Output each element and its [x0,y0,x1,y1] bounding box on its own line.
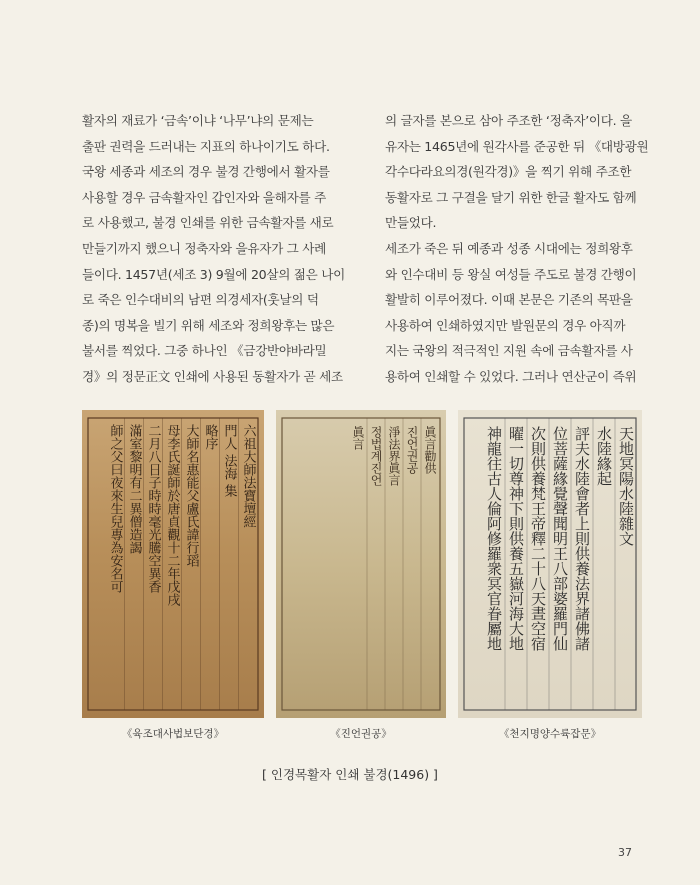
figure-caption: 《육조대사법보단경》 [121,728,225,740]
text-line: 로 사용했고, 불경 인쇄를 위한 금속활자를 새로 [82,215,334,231]
text-line: 활발히 이루어졌다. 이때 본문은 기존의 목판을 [385,292,633,308]
figure-caption: 《천지명양수륙잡문》 [498,728,602,740]
classical-text-column: 大師名惠能父盧氏諱行瑫 [183,424,199,567]
classical-text-column: 門人 法海 集 [221,424,237,498]
classical-text-column: 眞言 [351,426,365,450]
classical-text-column: 曜一切尊神下則供養五嶽河海大地 [507,426,525,651]
page-number: 37 [618,846,632,859]
classical-text-column: 母李氏誕師於唐貞觀十二年戊戌 [164,424,180,606]
text-line: 사용할 경우 금속활자인 갑인자와 을해자를 주 [82,189,326,205]
classical-text-column: 淨法界眞言 [387,426,401,486]
classical-text-column: 評夫水陸會者上則供養法界諸佛諸 [573,426,591,651]
text-line: 지는 국왕의 적극적인 지원 속에 금속활자를 사 [385,343,633,359]
text-line: 각수다라요의경(원각경)》을 찍기 위해 주조한 [385,164,632,180]
figure-group [82,410,642,740]
classical-text-column: 略序 [202,424,218,450]
text-line: 불서를 찍었다. 그중 하나인 《금강반야바라밀 [82,343,327,359]
classical-text-column: 次則供養梵王帝釋二十八天晝空宿 [529,426,547,651]
book-photo-svg [276,410,446,718]
text-line: 사용하여 인쇄하였지만 발원문의 경우 아직까 [385,317,626,333]
text-line: 동활자로 그 구결을 달기 위한 한글 활자도 함께 [385,189,637,205]
text-line: 종)의 명복을 빌기 위해 세조와 정희왕후는 많은 [82,317,335,333]
classical-text-column: 位菩薩緣覺聲聞明王八部婆羅門仙 [551,426,569,651]
text-line: 와 인수대비 등 왕실 여성들 주도로 불경 간행이 [385,266,637,282]
classical-text-column: 水陸緣起 [595,426,613,486]
classical-text-column: 六祖大師法寶壇經 [240,424,256,528]
classical-text-column: 師之父曰夜來生兒專為安名可 [107,424,123,593]
text-line: 경》의 정문正文 인쇄에 사용된 동활자가 곧 세조 [82,368,343,384]
figure-caption: 《진언권공》 [330,728,392,740]
text-line: 들이다. 1457년(세조 3) 9월에 20살의 젊은 나이 [82,266,345,282]
figure-title: [ 인경목활자 인쇄 불경(1496) ] [262,767,438,782]
body-text-right-column [385,108,661,390]
text-line: 출판 권력을 드러내는 지표의 하나이기도 하다. [82,138,330,154]
classical-text-column: 二月八日子時時毫光騰空異香 [145,424,161,593]
book-photo-cheonji [458,410,642,718]
book-photo-yukjo [82,410,264,718]
classical-text-column: 진언권공 [405,426,419,474]
text-line: 만들기까지 했으니 정축자와 을유자가 그 사례 [82,240,326,256]
book-photo-jineon [276,410,446,718]
text-line: 의 글자를 본으로 삼아 주조한 ‘정축자’이다. 을 [385,113,632,128]
text-line: 만들었다. [385,215,437,231]
classical-text-column: 眞言勸供 [423,426,437,474]
text-line: 용하여 인쇄할 수 있었다. 그러나 연산군이 즉위 [385,368,637,384]
text-line: 국왕 세종과 세조의 경우 불경 간행에서 활자를 [82,164,330,180]
text-line: 로 죽은 인수대비의 남편 의경세자(훗날의 덕 [82,292,319,308]
classical-text-column: 天地冥陽水陸雜文 [617,426,635,546]
book-photo-svg [82,410,264,718]
text-line: 유자는 1465년에 원각사를 준공한 뒤 《대방광원 [385,138,649,154]
book-photo-svg [458,410,642,718]
classical-text-column: 滿室黎明有二異僧造謁 [126,424,142,554]
classical-text-column: 神龍往古人倫阿修羅衆冥官眷屬地 [485,426,503,651]
text-line: 활자의 재료가 ‘금속’이냐 ‘나무’냐의 문제는 [82,113,314,128]
classical-text-column: 정법계진언 [369,426,383,486]
text-line: 세조가 죽은 뒤 예종과 성종 시대에는 정희왕후 [385,240,633,256]
body-text-left-column [82,108,354,390]
